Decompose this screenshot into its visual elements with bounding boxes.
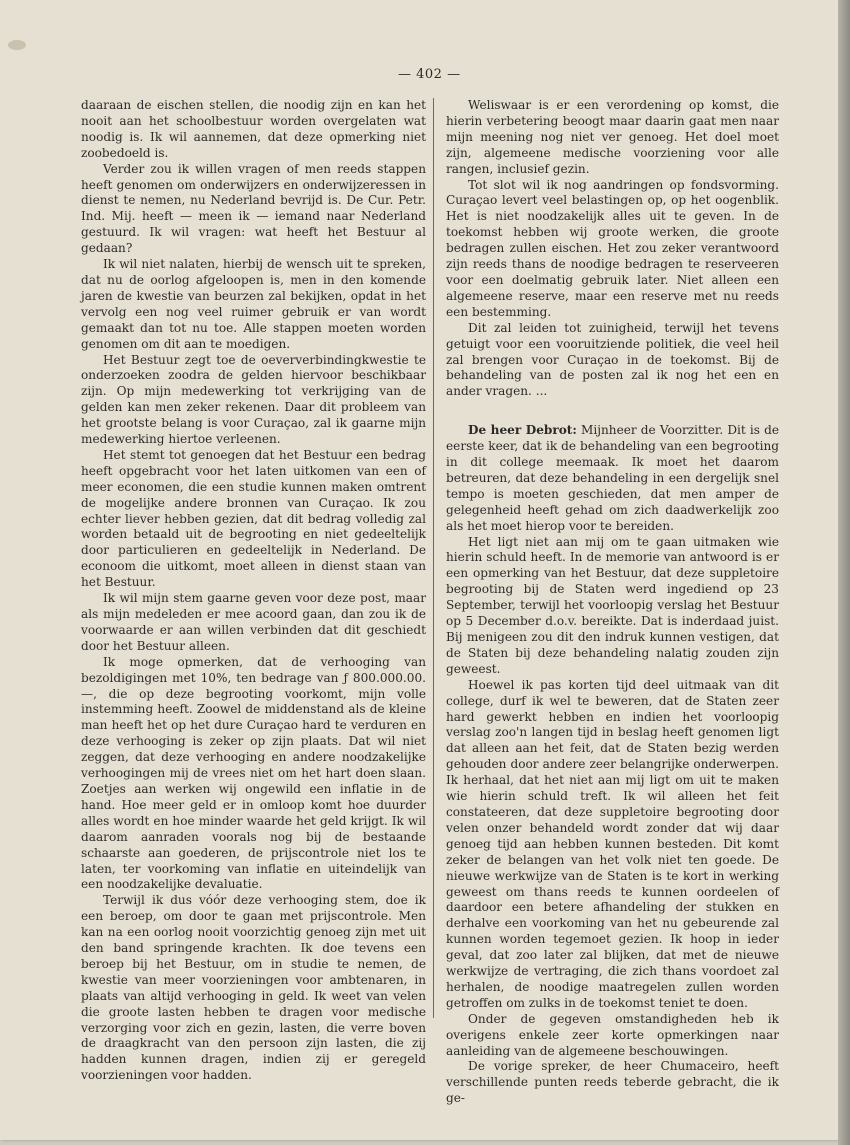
paper-stain [8, 40, 26, 50]
speaker-paragraph [446, 423, 779, 534]
paragraph: Terwijl ik dus vóór deze verhooging stem, doe ik een beroep, om door te gaan met prijscontrole. Men kan na een oorlog nooit voorzichtig genoeg zijn met uit den band springende krachten. Ik doe tevens een beroep bij het Bestuur, om in studie te nemen, de kwestie van meer voorzieningen voor ambtenaren, in plaats van altijd verhooging in geld. Ik weet van velen die groote lasten hebben te dragen voor medische verzorging voor zich en gezin, lasten, die verre boven de draagkracht van den persoon zijn lasten, die zij hadden kunnen dragen, indien zij er geregeld voorzieningen voor hadden. [81, 893, 426, 1083]
speaker-name: De heer Debrot: [468, 423, 577, 438]
column-divider [433, 98, 434, 1018]
paragraph: Het Bestuur zegt toe de oeververbindingkwestie te onderzoeken zoodra de gelden hiervoor beschikbaar zijn. Op mijn medewerking tot verkrijging van de gelden kan men zeker rekenen. Daar dit probleem van het grootste belang is voor Curaçao, zal ik gaarne mijn medewerking hiertoe verleenen. [81, 352, 426, 447]
paragraph: De vorige spreker, de heer Chumaceiro, heeft verschillende punten reeds teberde gebracht, die ik ge- [446, 1059, 779, 1106]
page-number: — 402 — [398, 67, 461, 82]
paragraph: Ik moge opmerken, dat de verhooging van bezoldigingen met 10%, ten bedrage van ƒ 800.000.00.—, die op deze begrooting voorkomt, mijn volle instemming heeft. Zoowel de middenstand als de kleine man heeft het op het dure Curaçao hard te verduren en deze verhooging is zeker op zijn plaats. Dat wil niet zeggen, dat deze verhooging en andere noodzakelijke verhoogingen mij de vrees niet om het hart doen slaan. Zoetjes aan werken wij ongewild een inflatie in de hand. Hoe meer geld er in omloop komt hoe duurder alles wordt en hoe minder waarde het geld krijgt. Ik wil daarom aanraden voorals nog bij de bestaande schaarste aan goederen, de prijscontrole niet los te laten, ter voorkoming van inflatie en uiteindelijk van een noodzakelijke devaluatie. [81, 654, 426, 892]
speaker-opening: Mijnheer de Voorzitter. Dit is de eerste keer, dat ik de behandeling van een begrooting in dit college meemaak. Ik moet het daarom betreuren, dat deze behandeling in een dergelijk snel tempo is moeten geschieden, dat men amper de gelegenheid heeft gehad om zich daadwerkelijk zoo als het moet hierop voor te bereiden. [446, 423, 779, 533]
page-edge [838, 0, 850, 1145]
paragraph: Onder de gegeven omstandigheden heb ik overigens enkele zeer korte opmerkingen naar aanleiding van de algemeene beschouwingen. [446, 1011, 779, 1058]
paragraph: Het ligt niet aan mij om te gaan uitmaken wie hierin schuld heeft. In de memorie van antwoord is er een opmerking van het Bestuur, dat deze suppletoire begrooting bij de Staten werd ingediend op 23 September, terwijl het voorloopig verslag het Bestuur op 5 December d.o.v. bereikte. Dat is inderdaad juist. Bij menigeen zou dit den indruk kunnen vestigen, dat de Staten bij deze behandeling nalatig zouden zijn geweest. [446, 534, 779, 676]
paragraph: Ik wil mijn stem gaarne geven voor deze post, maar als mijn medeleden er mee acoord gaan, dan zou ik de voorwaarde er aan willen verbinden dat dit geschiedt door het Bestuur alleen. [81, 591, 426, 653]
paragraph: Hoewel ik pas korten tijd deel uitmaak van dit college, durf ik wel te beweren, dat de Staten zeer hard gewerkt hebben en indien het voorloopig verslag zoo'n langen tijd in beslag heeft genomen ligt dat alleen aan het feit, dat de Staten bezig werden gehouden door andere zeer belangrijke onderwerpen. Ik herhaal, dat het niet aan mij ligt om uit te maken wie hierin schuld treft. Ik wil alleen het feit constateeren, dat deze suppletoire begrooting door velen onzer behandeld wordt zonder dat wij daar genoeg tijd aan hebben kunnen besteden. Dit komt zeker de belangen van het volk niet ten goede. De nieuwe werkwijze van de Staten is te kort in werking geweest om thans reeds te kunnen oordeelen of daardoor een betere afhandeling der stukken en derhalve een voorkoming van het nu gebeurende zal kunnen worden tegemoet gezien. Ik hoop in ieder geval, dat zoo later zal blijken, dat met de nieuwe werkwijze de vertraging, die zich thans voordoet zal herhalen, de noodige maatregelen zullen worden getroffen om zulks in de toekomst teniet te doen. [446, 677, 779, 1010]
left-column [81, 98, 426, 1084]
paragraph: Dit zal leiden tot zuinigheid, terwijl het tevens getuigt voor een vooruitziende politiek, die veel heil zal brengen voor Curaçao in de toekomst. Bij de behandeling van de posten zal ik nog het een en ander vragen. ... [446, 320, 779, 399]
paragraph: Ik wil niet nalaten, hierbij de wensch uit te spreken, dat nu de oorlog afgeloopen is, men in den komende jaren de kwestie van beurzen zal bekijken, opdat in het vervolg een nog veel ruimer gebruik er van wordt gemaakt dan tot nu toe. Alle stappen moeten worden genomen om dit aan te moedigen. [81, 257, 426, 351]
paragraph: Tot slot wil ik nog aandringen op fondsvorming. Curaçao levert veel belastingen op, op het oogenblik. Het is niet noodzakelijk alles uit te geven. In de toekomst hebben wij groote werken, die groote bedragen zullen eischen. Het zou zeker verantwoord zijn reeds thans de noodige bedragen te reserveeren voor een doelmatig gebruik later. Niet alleen een algemeene reserve, maar een reserve met nu reeds een bestemming. [446, 177, 779, 319]
paragraph: Het stemt tot genoegen dat het Bestuur een bedrag heeft opgebracht voor het laten uitkomen van een of meer economen, die een studie kunnen maken omtrent de mogelijke andere bronnen van Curaçao. Ik zou echter liever hebben gezien, dat dit bedrag volledig zal worden betaald uit de begrooting en niet gedeeltelijk door particulieren en gedeeltelijk in Nederland. De econoom die uitkomt, moet alleen in dienst staan van het Bestuur. [81, 447, 426, 590]
paragraph: Verder zou ik willen vragen of men reeds stappen heeft genomen om onderwijzers en onderwijzeressen in dienst te nemen, nu Nederland bevrijd is. De Cur. Petr. Ind. Mij. heeft — meen ik — iemand naar Nederland gestuurd. Ik wil vragen: wat heeft het Bestuur al gedaan? [81, 161, 426, 256]
paragraph: Weliswaar is er een verordening op komst, die hierin verbetering beoogt maar daarin gaat men naar mijn meening nog niet ver genoeg. Het doel moet zijn, algemeene medische voorziening voor alle rangen, inclusief gezin. [446, 98, 779, 176]
right-column [446, 98, 779, 1107]
paragraph: daaraan de eischen stellen, die noodig zijn en kan het nooit aan het schoolbestuur worden overgelaten wat noodig is. Ik wil aannemen, dat deze opmerking niet zoobedoeld is. [81, 98, 426, 160]
